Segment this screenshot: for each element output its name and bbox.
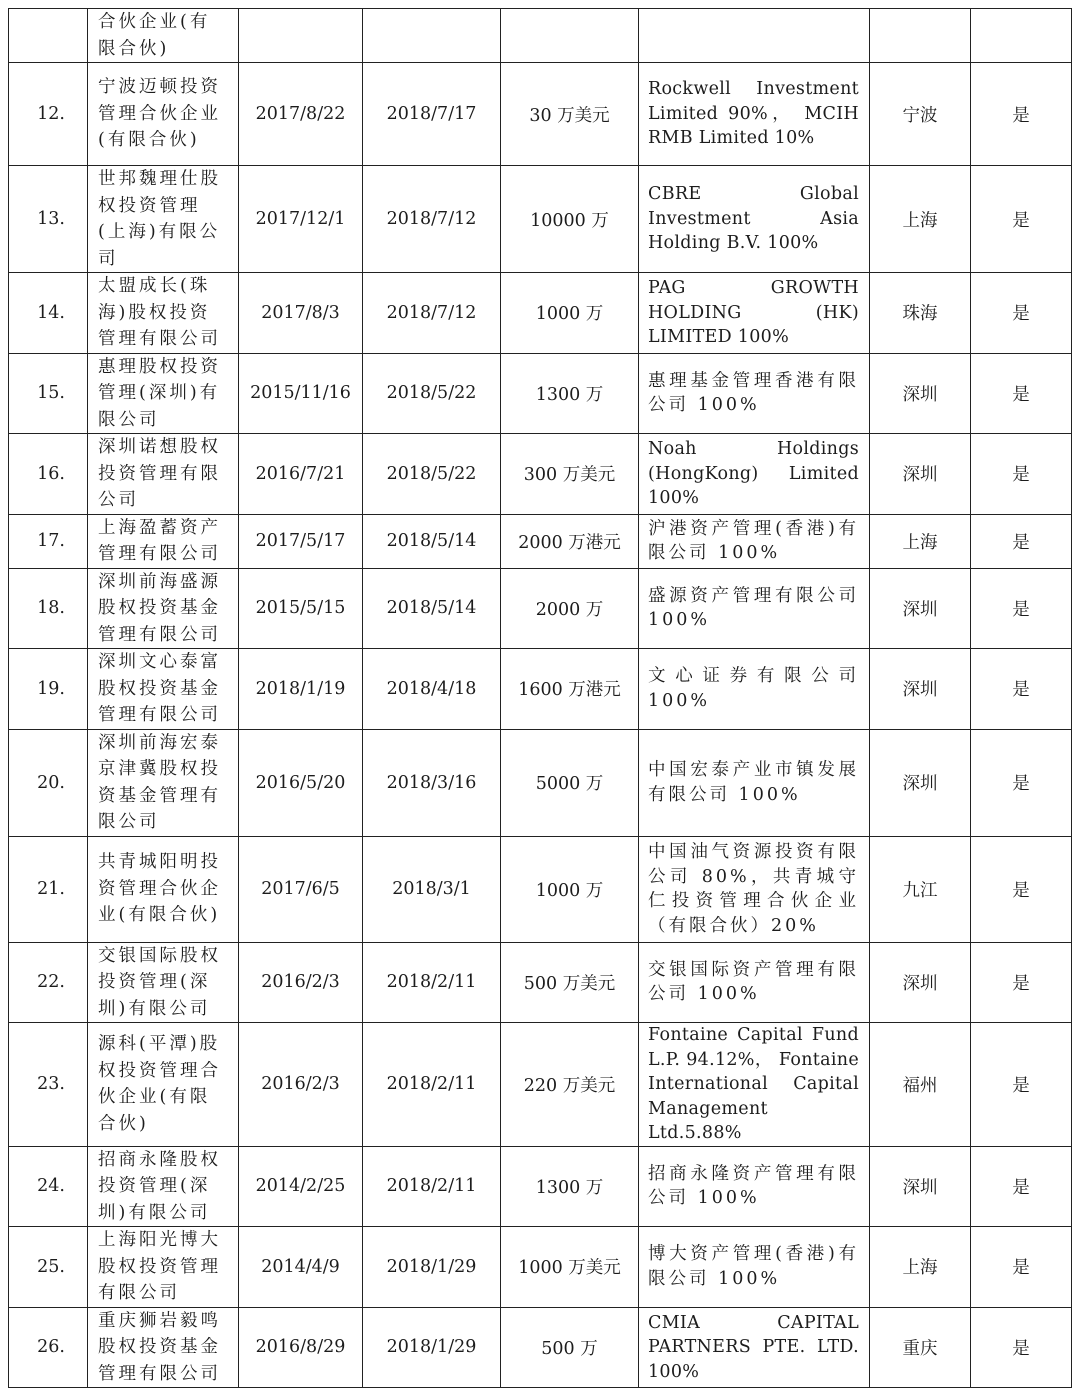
registered-capital: 5000 万 [501, 729, 639, 836]
company-name: 深圳前海宏泰京津冀股权投资基金管理有限公司 [88, 729, 239, 836]
record-date: 2018/4/18 [363, 649, 501, 730]
row-index: 14. [9, 273, 88, 354]
status-flag: 是 [971, 63, 1072, 166]
company-name: 合伙企业(有限合伙) [88, 9, 239, 63]
city: 深圳 [870, 649, 971, 730]
registered-capital: 500 万美元 [501, 942, 639, 1023]
record-date: 2018/1/29 [363, 1227, 501, 1308]
status-flag: 是 [971, 166, 1072, 273]
status-flag: 是 [971, 273, 1072, 354]
status-flag [971, 9, 1072, 63]
registration-table [8, 8, 1072, 1388]
registration-date: 2016/2/3 [239, 1023, 363, 1147]
company-name: 世邦魏理仕股权投资管理(上海)有限公司 [88, 166, 239, 273]
table-row [9, 942, 1072, 1023]
status-flag: 是 [971, 1307, 1072, 1388]
registration-date [239, 9, 363, 63]
record-date: 2018/1/29 [363, 1307, 501, 1388]
registered-capital: 300 万美元 [501, 434, 639, 515]
city: 上海 [870, 514, 971, 568]
record-date: 2018/2/11 [363, 1146, 501, 1227]
record-date: 2018/3/1 [363, 836, 501, 942]
city: 深圳 [870, 434, 971, 515]
shareholder-info: Noah Holdings (HongKong) Limited 100% [639, 434, 870, 515]
record-date: 2018/2/11 [363, 1023, 501, 1147]
registered-capital: 1300 万 [501, 1146, 639, 1227]
table-row [9, 1023, 1072, 1147]
table-row [9, 434, 1072, 515]
company-name: 共青城阳明投资管理合伙企业(有限合伙) [88, 836, 239, 942]
row-index: 26. [9, 1307, 88, 1388]
table-row [9, 568, 1072, 649]
record-date: 2018/7/12 [363, 273, 501, 354]
city: 深圳 [870, 1146, 971, 1227]
record-date: 2018/5/14 [363, 568, 501, 649]
table-row [9, 729, 1072, 836]
registered-capital: 1000 万 [501, 273, 639, 354]
row-index: 25. [9, 1227, 88, 1308]
registration-date: 2016/8/29 [239, 1307, 363, 1388]
row-index: 16. [9, 434, 88, 515]
status-flag: 是 [971, 434, 1072, 515]
registered-capital: 1600 万港元 [501, 649, 639, 730]
company-name: 深圳文心泰富股权投资基金管理有限公司 [88, 649, 239, 730]
registered-capital: 10000 万 [501, 166, 639, 273]
shareholder-info: CMIA CAPITAL PARTNERS PTE. LTD. 100% [639, 1307, 870, 1388]
company-name: 太盟成长(珠海)股权投资管理有限公司 [88, 273, 239, 354]
company-name: 招商永隆股权投资管理(深圳)有限公司 [88, 1146, 239, 1227]
registration-date: 2014/4/9 [239, 1227, 363, 1308]
company-name: 交银国际股权投资管理(深圳)有限公司 [88, 942, 239, 1023]
city: 宁波 [870, 63, 971, 166]
registration-date: 2017/8/22 [239, 63, 363, 166]
table-row [9, 166, 1072, 273]
registration-date: 2015/5/15 [239, 568, 363, 649]
row-index: 17. [9, 514, 88, 568]
company-name: 深圳诺想股权投资管理有限公司 [88, 434, 239, 515]
registration-date: 2016/5/20 [239, 729, 363, 836]
company-name: 惠理股权投资管理(深圳)有限公司 [88, 353, 239, 434]
table-row [9, 9, 1072, 63]
registration-date: 2014/2/25 [239, 1146, 363, 1227]
registration-date: 2018/1/19 [239, 649, 363, 730]
registered-capital: 500 万 [501, 1307, 639, 1388]
registration-date: 2017/8/3 [239, 273, 363, 354]
registration-date: 2016/7/21 [239, 434, 363, 515]
status-flag: 是 [971, 568, 1072, 649]
city: 九江 [870, 836, 971, 942]
registration-date: 2017/5/17 [239, 514, 363, 568]
row-index: 18. [9, 568, 88, 649]
shareholder-info: 招商永隆资产管理有限公司 100% [639, 1146, 870, 1227]
status-flag: 是 [971, 836, 1072, 942]
row-index: 20. [9, 729, 88, 836]
company-name: 深圳前海盛源股权投资基金管理有限公司 [88, 568, 239, 649]
table-body [9, 9, 1072, 1388]
table-row [9, 649, 1072, 730]
record-date: 2018/5/22 [363, 353, 501, 434]
shareholder-info: 惠理基金管理香港有限公司 100% [639, 353, 870, 434]
company-name: 源科(平潭)股权投资管理合伙企业(有限合伙) [88, 1023, 239, 1147]
record-date: 2018/2/11 [363, 942, 501, 1023]
row-index [9, 9, 88, 63]
shareholder-info: 文心证券有限公司 100% [639, 649, 870, 730]
shareholder-info: 中国宏泰产业市镇发展有限公司 100% [639, 729, 870, 836]
registered-capital: 1300 万 [501, 353, 639, 434]
table-row [9, 63, 1072, 166]
status-flag: 是 [971, 729, 1072, 836]
shareholder-info: CBRE Global Investment Asia Holding B.V. 100% [639, 166, 870, 273]
shareholder-info: PAG GROWTH HOLDING (HK) LIMITED 100% [639, 273, 870, 354]
city: 深圳 [870, 353, 971, 434]
row-index: 19. [9, 649, 88, 730]
shareholder-info: Fontaine Capital Fund L.P. 94.12%， Fontaine International Capital Management Ltd.5.88% [639, 1023, 870, 1147]
registered-capital: 220 万美元 [501, 1023, 639, 1147]
city: 深圳 [870, 568, 971, 649]
table-row [9, 1146, 1072, 1227]
registered-capital: 1000 万美元 [501, 1227, 639, 1308]
record-date: 2018/7/17 [363, 63, 501, 166]
company-name: 上海阳光博大股权投资管理有限公司 [88, 1227, 239, 1308]
status-flag: 是 [971, 514, 1072, 568]
registration-date: 2016/2/3 [239, 942, 363, 1023]
city: 深圳 [870, 729, 971, 836]
row-index: 21. [9, 836, 88, 942]
shareholder-info [639, 9, 870, 63]
row-index: 12. [9, 63, 88, 166]
record-date: 2018/3/16 [363, 729, 501, 836]
table-row [9, 273, 1072, 354]
status-flag: 是 [971, 649, 1072, 730]
table-row [9, 353, 1072, 434]
status-flag: 是 [971, 1023, 1072, 1147]
shareholder-info: 博大资产管理(香港)有限公司 100% [639, 1227, 870, 1308]
status-flag: 是 [971, 1146, 1072, 1227]
shareholder-info: Rockwell Investment Limited 90%， MCIH RMB Limited 10% [639, 63, 870, 166]
registered-capital: 2000 万港元 [501, 514, 639, 568]
record-date: 2018/5/22 [363, 434, 501, 515]
registered-capital: 2000 万 [501, 568, 639, 649]
city: 珠海 [870, 273, 971, 354]
shareholder-info: 中国油气资源投资有限公司 80%，共青城守仁投资管理合伙企业（有限合伙）20% [639, 836, 870, 942]
city: 福州 [870, 1023, 971, 1147]
company-name: 宁波迈顿投资管理合伙企业(有限合伙) [88, 63, 239, 166]
record-date: 2018/5/14 [363, 514, 501, 568]
city: 上海 [870, 1227, 971, 1308]
registration-date: 2017/12/1 [239, 166, 363, 273]
table-row [9, 514, 1072, 568]
shareholder-info: 交银国际资产管理有限公司 100% [639, 942, 870, 1023]
city: 上海 [870, 166, 971, 273]
row-index: 23. [9, 1023, 88, 1147]
record-date [363, 9, 501, 63]
status-flag: 是 [971, 353, 1072, 434]
company-name: 重庆狮岩毅鸣股权投资基金管理有限公司 [88, 1307, 239, 1388]
city: 重庆 [870, 1307, 971, 1388]
registered-capital: 1000 万 [501, 836, 639, 942]
registration-date: 2015/11/16 [239, 353, 363, 434]
record-date: 2018/7/12 [363, 166, 501, 273]
row-index: 24. [9, 1146, 88, 1227]
table-row [9, 836, 1072, 942]
company-name: 上海盈蓄资产管理有限公司 [88, 514, 239, 568]
status-flag: 是 [971, 942, 1072, 1023]
city: 深圳 [870, 942, 971, 1023]
row-index: 22. [9, 942, 88, 1023]
table-row [9, 1227, 1072, 1308]
row-index: 15. [9, 353, 88, 434]
shareholder-info: 沪港资产管理(香港)有限公司 100% [639, 514, 870, 568]
table-row [9, 1307, 1072, 1388]
status-flag: 是 [971, 1227, 1072, 1308]
registered-capital: 30 万美元 [501, 63, 639, 166]
city [870, 9, 971, 63]
shareholder-info: 盛源资产管理有限公司 100% [639, 568, 870, 649]
registration-date: 2017/6/5 [239, 836, 363, 942]
registered-capital [501, 9, 639, 63]
row-index: 13. [9, 166, 88, 273]
